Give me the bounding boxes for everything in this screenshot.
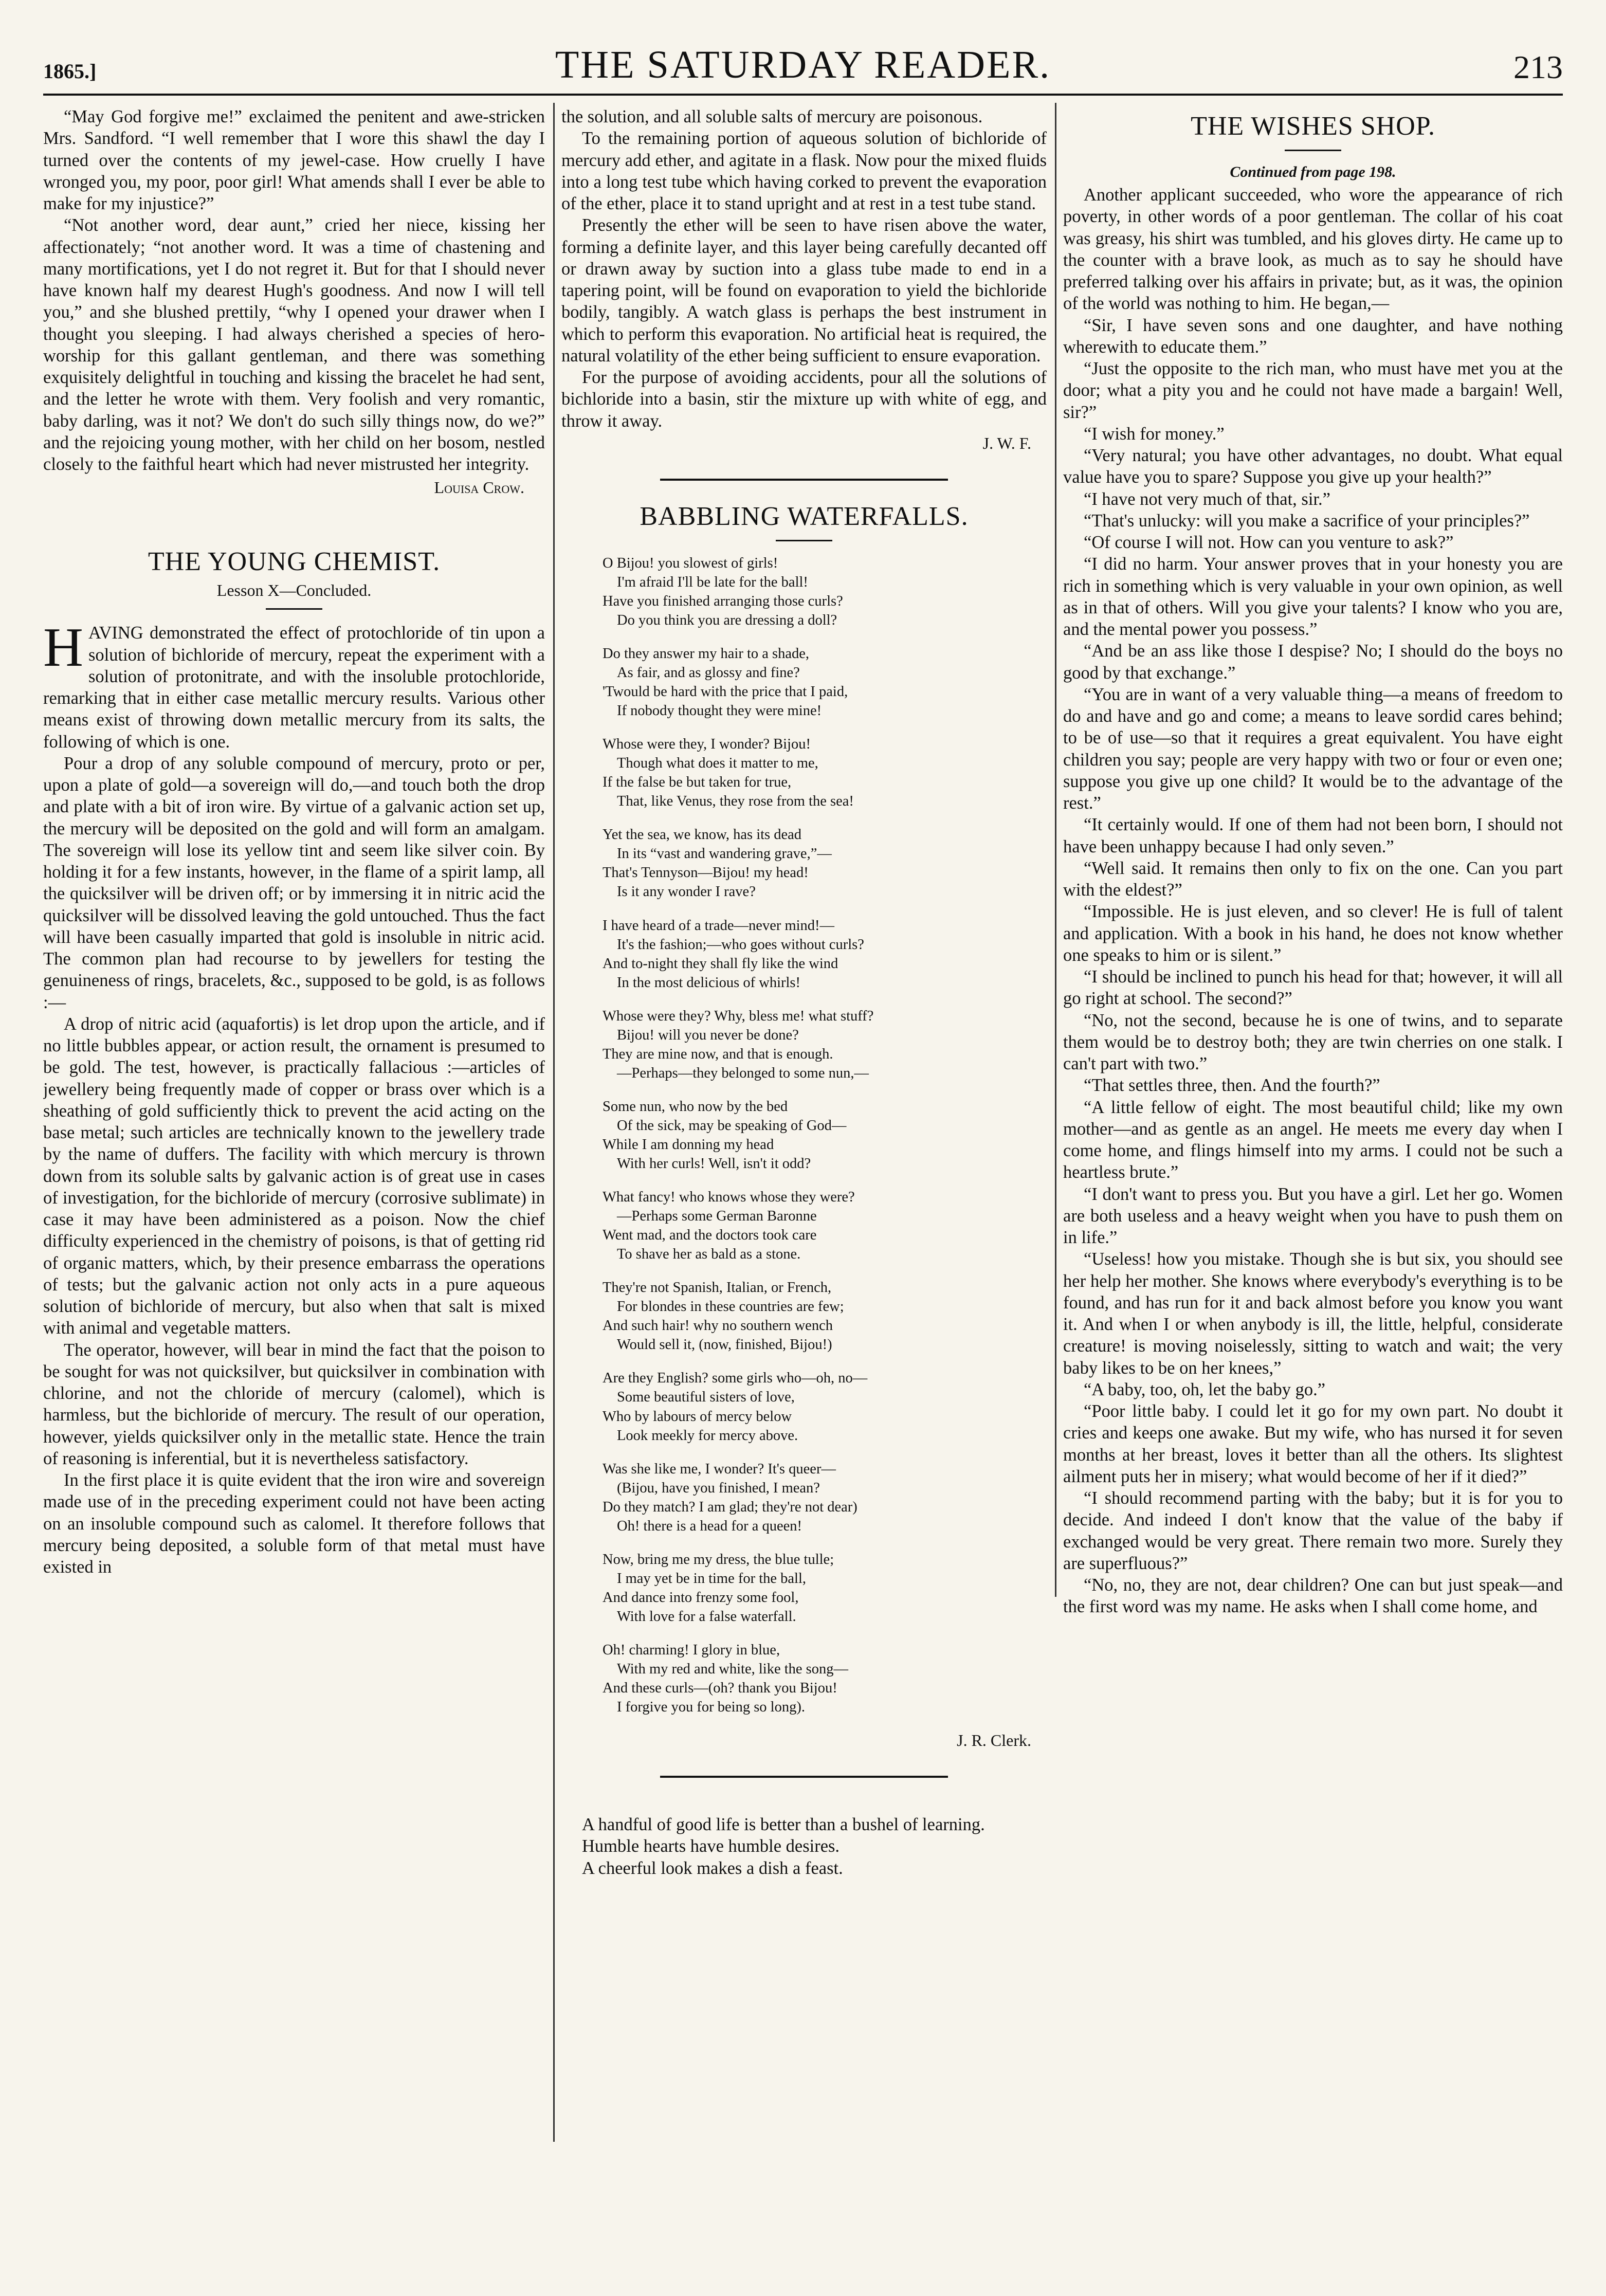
article-paragraph: “Poor little baby. I could let it go for my own part. No doubt it cries and keeps one awake. But my wife, who has nursed it for seven months at her breast, loves it better than all the others. Its slightest ailment puts her in misery; what would become of her if it died?” xyxy=(1063,1401,1563,1486)
poem-signature: J. R. Clerk. xyxy=(957,1731,1031,1750)
poem-line: —Perhaps some German Baronne xyxy=(617,1208,817,1225)
poem-line: With love for a false waterfall. xyxy=(617,1608,796,1625)
title-rule xyxy=(1285,150,1341,151)
article-first-paragraph xyxy=(43,617,545,753)
poem-line: Whose were they, I wonder? Bijou! xyxy=(603,736,811,753)
column-3 xyxy=(1063,106,1563,2265)
poem-line: Is it any wonder I rave? xyxy=(617,884,756,900)
poem-stanza xyxy=(603,1550,1047,1626)
poem xyxy=(603,554,1047,1717)
poem-line: I may yet be in time for the ball, xyxy=(617,1570,807,1587)
article-paragraph: A drop of nitric acid (aquafortis) is let drop upon the article, and if no little bubbles appear, or action result, the ornament is presumed to be gold. The test, however, is practically fallacious :—articles of jewellery being frequently made of copper or brass over which is a sheathing of gold sufficiently thick to prevent the acid acting on the base metal; such articles are technically known to the jewellery trade by the name of duffers. The facility with which mercury is thrown down from its soluble salts by galvanic action is of great use in cases of investigation, for the bichloride of mercury (corrosive sublimate) in case it may have been administered as a poison. Now the chief difficulty experienced in the chemistry of poisons, is that of getting rid of organic matters, which, by their presence embarrass the operations of tests; but the galvanic action not only acts in a pure aqueous solution of bichloride of mercury, but also when that salt is mixed with animal and vegetable matters. xyxy=(43,1014,545,1338)
saying: A cheerful look makes a dish a feast. xyxy=(582,1858,843,1878)
article-paragraph: “No, not the second, because he is one of twins, and to separate them would be to destroy both; they are twin cherries on one stalk. I can't part with two.” xyxy=(1063,1010,1563,1073)
article-title: THE WISHES SHOP. xyxy=(1191,112,1435,141)
article-paragraph: “Of course I will not. How can you venture to ask?” xyxy=(1084,533,1454,552)
poem-line: Whose were they? Why, bless me! what stuff? xyxy=(603,1008,874,1024)
poem-line: Have you finished arranging those curls? xyxy=(603,593,843,609)
article-signature: J. W. F. xyxy=(982,433,1031,452)
article-body xyxy=(1063,184,1563,1618)
poem-line: And dance into frenzy some fool, xyxy=(603,1589,799,1606)
poem-line: O Bijou! you slowest of girls! xyxy=(603,555,778,571)
poem-line: I'm afraid I'll be late for the ball! xyxy=(617,574,808,590)
article-paragraph: “I should be inclined to punch his head for that; however, it will all go right at school. The second?” xyxy=(1063,967,1563,1009)
drop-cap: H xyxy=(43,617,83,679)
poem-line: And such hair! why no southern wench xyxy=(603,1318,833,1334)
page-header xyxy=(43,36,1563,87)
article-paragraph: The operator, however, will bear in mind the fact that the poison to be sought for was not quicksilver, but quicksilver in combination with chlorine, and not the chloride of mercury (calomel), which is harmless, but the bichloride of mercury. The result of our operation, however, yields quicksilver only in the metallic state. Hence the train of reasoning is inferential, but it is nevertheless satisfactory. xyxy=(43,1340,545,1468)
sayings xyxy=(561,1814,1047,1879)
poem-line: They are mine now, and that is enough. xyxy=(603,1046,833,1062)
poem-line: They're not Spanish, Italian, or French, xyxy=(603,1280,832,1296)
poem-line: It's the fashion;—who goes without curls? xyxy=(617,936,864,953)
poem-line: Oh! there is a head for a queen! xyxy=(617,1518,802,1534)
poem-stanza xyxy=(603,735,1047,811)
column-1 xyxy=(43,106,545,2265)
article-paragraph: “And be an ass like those I despise? No; I should do the boys no good by that exchange.” xyxy=(1063,641,1563,683)
article-paragraph: “You are in want of a very valuable thing—a means of freedom to do and have and go and come; a means to leave sordid cares behind; to be of use—so that it requires a great equivalent. You have eight children you say; people are very happy with two or four or even one; suppose you give up one child? It would be to the advantage of the rest.” xyxy=(1063,684,1563,813)
poem-title: BABBLING WATERFALLS. xyxy=(640,501,969,531)
poem-line: That's Tennyson—Bijou! my head! xyxy=(603,865,809,881)
article-paragraph: “Very natural; you have other advantages, no doubt. What equal value have you to spare? Suppose you give up your health?” xyxy=(1063,446,1563,487)
poem-line: Do they match? I am glad; they're not dear) xyxy=(603,1499,857,1515)
poem-line: I forgive you for being so long). xyxy=(617,1699,805,1716)
poem-line: And these curls—(oh? thank you Bijou! xyxy=(603,1680,837,1697)
story-signature: Louisa Crow. xyxy=(434,478,524,497)
header-rule xyxy=(43,94,1563,96)
story-paragraph: “May God forgive me!” exclaimed the penitent and awe-stricken Mrs. Sandford. “I well remember that I wore this shawl the day I turned over the contents of my jewel-case. How cruelly I have wronged you, my poor, poor girl! What amends shall I ever be able to make for my injustice?” xyxy=(43,107,545,213)
poem-stanza xyxy=(603,916,1047,992)
article-paragraph: “Sir, I have seven sons and one daughter, and have nothing wherewith to educate them.” xyxy=(1063,315,1563,357)
poem-stanza xyxy=(603,1188,1047,1264)
title-rule xyxy=(266,608,322,610)
poem-line: And to-night they shall fly like the wind xyxy=(603,955,838,972)
article-paragraph: “Just the opposite to the rich man, who must have met you at the door; what a pity you and he could not have made a bargain! Well, sir?” xyxy=(1063,359,1563,422)
section-rule xyxy=(660,479,948,481)
poem-line: What fancy! who knows whose they were? xyxy=(603,1189,855,1206)
poem-line: Yet the sea, we know, has its dead xyxy=(603,827,802,843)
article-paragraph: “Useless! how you mistake. Though she is but six, you should see her help her mother. She knows where everybody's everything is to be found, and has run for it and back almost before you know you want it. And when I or when anybody is ill, the little, helpful, considerate creature! is moving noiselessly, sitting to watch and wait; the very baby likes to be on her knees,” xyxy=(1063,1249,1563,1378)
header-year: 1865.] xyxy=(43,60,97,83)
poem-line: Was she like me, I wonder? It's queer— xyxy=(603,1461,836,1477)
article-paragraph: “A baby, too, oh, let the baby go.” xyxy=(1084,1379,1326,1399)
poem-line: Do they answer my hair to a shade, xyxy=(603,645,810,662)
story-paragraph: “Not another word, dear aunt,” cried her niece, kissing her affectionately; “not another word. It was a time of chastening and many mortifications, yet I do not regret it. But for that I should never have known half my dearest Hugh's goodness. And now I will tell you,” and she blushed prettily, “why I opened your drawer when I thought you sleeping. I had always cherished a species of hero-worship for this gallant gentleman, and there was something exquisitely delightful in touching and kissing the bracelet he had sent, and the letter he wrote with them. Very foolish and very romantic, baby darling, was it not? We don't do such silly things now, do we?” and the rejoicing young mother, with her child on her bosom, nestled closely to the faithful heart which had never mistrusted her integrity. xyxy=(43,215,545,474)
article-paragraph: “Impossible. He is just eleven, and so clever! He is full of talent and application. With a book in his hand, he does not know whether one speaks to him or is silent.” xyxy=(1063,902,1563,965)
saying: A handful of good life is better than a bushel of learning. xyxy=(582,1815,985,1835)
poem-stanza xyxy=(603,1460,1047,1536)
article-paragraph: Pour a drop of any soluble compound of mercury, proto or per, upon a plate of gold—a sovereign will do,—and touch both the drop and plate with a bit of iron wire. By virtue of a galvanic action set up, the mercury will be deposited on the gold and will form an amalgam. The sovereign will lose its yellow tint and seem like silver coin. By holding it for a few instants, however, in the flame of a spirit lamp, all the quicksilver will be driven off; or by immersing it in nitric acid the quicksilver will be dissolved leaving the gold untouched. Thus the fact will have been casually imparted that gold is insoluble in nitric acid. The common plan had recourse to by jewellers for testing the genuineness of rings, bracelets, &c., supposed to be gold, is as follows :— xyxy=(43,753,545,1012)
poem-line: Bijou! will you never be done? xyxy=(617,1027,799,1043)
poem-line: Who by labours of mercy below xyxy=(603,1408,792,1425)
poem-line: Oh! charming! I glory in blue, xyxy=(603,1642,780,1658)
article-paragraph: “I did no harm. Your answer proves that in your honesty you are rich in something which is very valuable in your own opinion, as well as in that of others. Will you give your talents? I know who you are, and the mental power you possess.” xyxy=(1063,554,1563,639)
article-paragraph: To the remaining portion of aqueous solution of bichloride of mercury add ether, and agitate in a flask. Now pour the mixed fluids into a long test tube which having corked to prevent the evaporation of the ether, place it to stand upright and at rest in a test tube stand. xyxy=(561,129,1047,213)
poem-line: (Bijou, have you finished, I mean? xyxy=(617,1480,820,1496)
title-rule xyxy=(776,540,832,541)
poem-line: While I am donning my head xyxy=(603,1136,774,1153)
article-paragraph: “No, no, they are not, dear children? One can but just speak—and the first word was my name. He asks when I shall come home, and xyxy=(1063,1575,1563,1617)
article-subtitle: Lesson X—Concluded. xyxy=(216,581,372,600)
poem-stanza xyxy=(603,1369,1047,1445)
continued-note: Continued from page 198. xyxy=(1230,163,1396,180)
poem-line: Are they English? some girls who—oh, no— xyxy=(603,1370,868,1387)
poem-line: If nobody thought they were mine! xyxy=(617,703,822,719)
column-divider-1 xyxy=(553,103,555,2142)
article-paragraph: “That settles three, then. And the fourth?” xyxy=(1084,1076,1380,1096)
article-paragraph: “I don't want to press you. But you have a girl. Let her go. Women are both useless and a heavy weight when you have to push them on in life.” xyxy=(1063,1184,1563,1247)
page-number: 213 xyxy=(1513,49,1563,85)
article-paragraph: “A little fellow of eight. The most beautiful child; like my own mother—and as gentle as an angel. He meets me every day when I come home, and flings himself into my arms. I could not be such a heartless brute.” xyxy=(1063,1097,1563,1182)
poem-line: Do you think you are dressing a doll? xyxy=(617,612,837,628)
poem-line: To shave her as bald as a stone. xyxy=(617,1246,801,1263)
section-rule xyxy=(660,1776,948,1778)
poem-stanza xyxy=(603,1278,1047,1354)
poem-line: In the most delicious of whirls! xyxy=(617,974,800,991)
poem-stanza xyxy=(603,1007,1047,1083)
poem-line: Of the sick, may be speaking of God— xyxy=(617,1117,847,1134)
poem-line: Went mad, and the doctors took care xyxy=(603,1227,817,1244)
article-paragraph: “It certainly would. If one of them had not been born, I should not have been unhappy because I had only seven.” xyxy=(1063,815,1563,857)
poem-line: Though what does it matter to me, xyxy=(617,755,818,772)
article-paragraph: the solution, and all soluble salts of mercury are poisonous. xyxy=(561,107,983,126)
poem-line: —Perhaps—they belonged to some nun,— xyxy=(617,1065,869,1081)
poem-line: Look meekly for mercy above. xyxy=(617,1427,798,1444)
article-paragraph: “I wish for money.” xyxy=(1084,424,1225,444)
poem-stanza xyxy=(603,554,1047,630)
poem-line: As fair, and as glossy and fine? xyxy=(617,664,800,681)
article-paragraph: “Well said. It remains then only to fix on the one. Can you part with the eldest?” xyxy=(1063,858,1563,900)
article-paragraph: For the purpose of avoiding accidents, pour all the solutions of bichloride into a basin, stir the mixture up with white of egg, and throw it away. xyxy=(561,368,1047,431)
poem-line: If the false be but taken for true, xyxy=(603,774,792,791)
poem-line: Would sell it, (now, finished, Bijou!) xyxy=(617,1337,832,1353)
article-paragraph: Presently the ether will be seen to have risen above the water, forming a definite layer, and this layer being carefully decanted off or drawn away by suction into a glass tube made to end in a tapering point, will be found on evaporation to yield the bichloride bodily, tangibly. A watch glass is perhaps the best instrument in which to perform this evaporation. No artificial heat is required, the natural volatility of the ether being sufficient to ensure evaporation. xyxy=(561,215,1047,366)
article-paragraph: “That's unlucky: will you make a sacrifice of your principles?” xyxy=(1084,511,1530,531)
first-paragraph-text: AVING demonstrated the effect of protochloride of tin upon a solution of bichloride of mercury, repeat the experiment with a solution of protonitrate, and with the insoluble protochloride, remarking that in either case metallic mercury results. Various other means exist of throwing down metallic mercury from its salts, the following of which is one. xyxy=(43,623,545,752)
poem-line: Some nun, who now by the bed xyxy=(603,1098,788,1115)
article-paragraph: Another applicant succeeded, who wore the appearance of rich poverty, in other words of a poor gentleman. The collar of his coat was greasy, his shirt was tumbled, and his gloves dirty. He came up to the counter with a brave look, as much as to say he should have preferred talking over his affairs in private; but, as it was, the opinion of the world was nothing to him. He began,— xyxy=(1063,185,1563,314)
article-title: THE YOUNG CHEMIST. xyxy=(148,547,441,577)
poem-line: With her curls! Well, isn't it odd? xyxy=(617,1156,811,1172)
poem-stanza xyxy=(603,1641,1047,1717)
poem-line: Some beautiful sisters of love, xyxy=(617,1389,795,1406)
poem-line: Now, bring me my dress, the blue tulle; xyxy=(603,1551,834,1568)
poem-stanza xyxy=(603,1097,1047,1173)
article-paragraph: “I should recommend parting with the baby; but it is for you to decide. And indeed I don't know that the value of the baby if exchanged would be very great. There remain two more. Surely they are superfluous?” xyxy=(1063,1488,1563,1573)
column-divider-2 xyxy=(1055,103,1056,1597)
poem-line: For blondes in these countries are few; xyxy=(617,1299,844,1315)
saying: Humble hearts have humble desires. xyxy=(582,1836,840,1856)
poem-line: In its “vast and wandering grave,”— xyxy=(617,846,832,862)
article-paragraph: “I have not very much of that, sir.” xyxy=(1084,489,1330,509)
poem-line: That, like Venus, they rose from the sea! xyxy=(617,793,854,810)
poem-line: 'Twould be hard with the price that I paid, xyxy=(603,684,848,700)
poem-line: With my red and white, like the song— xyxy=(617,1661,849,1678)
poem-stanza xyxy=(603,825,1047,901)
poem-stanza xyxy=(603,644,1047,720)
column-2 xyxy=(561,106,1047,2265)
masthead-title: THE SATURDAY READER. xyxy=(555,43,1051,86)
article-paragraph: In the first place it is quite evident that the iron wire and sovereign made use of in the preceding experiment could not have been acting on an insoluble compound such as calomel. It therefore follows that mercury being deposited, a soluble form of that metal must have existed in xyxy=(43,1470,545,1577)
poem-line: I have heard of a trade—never mind!— xyxy=(603,917,835,934)
